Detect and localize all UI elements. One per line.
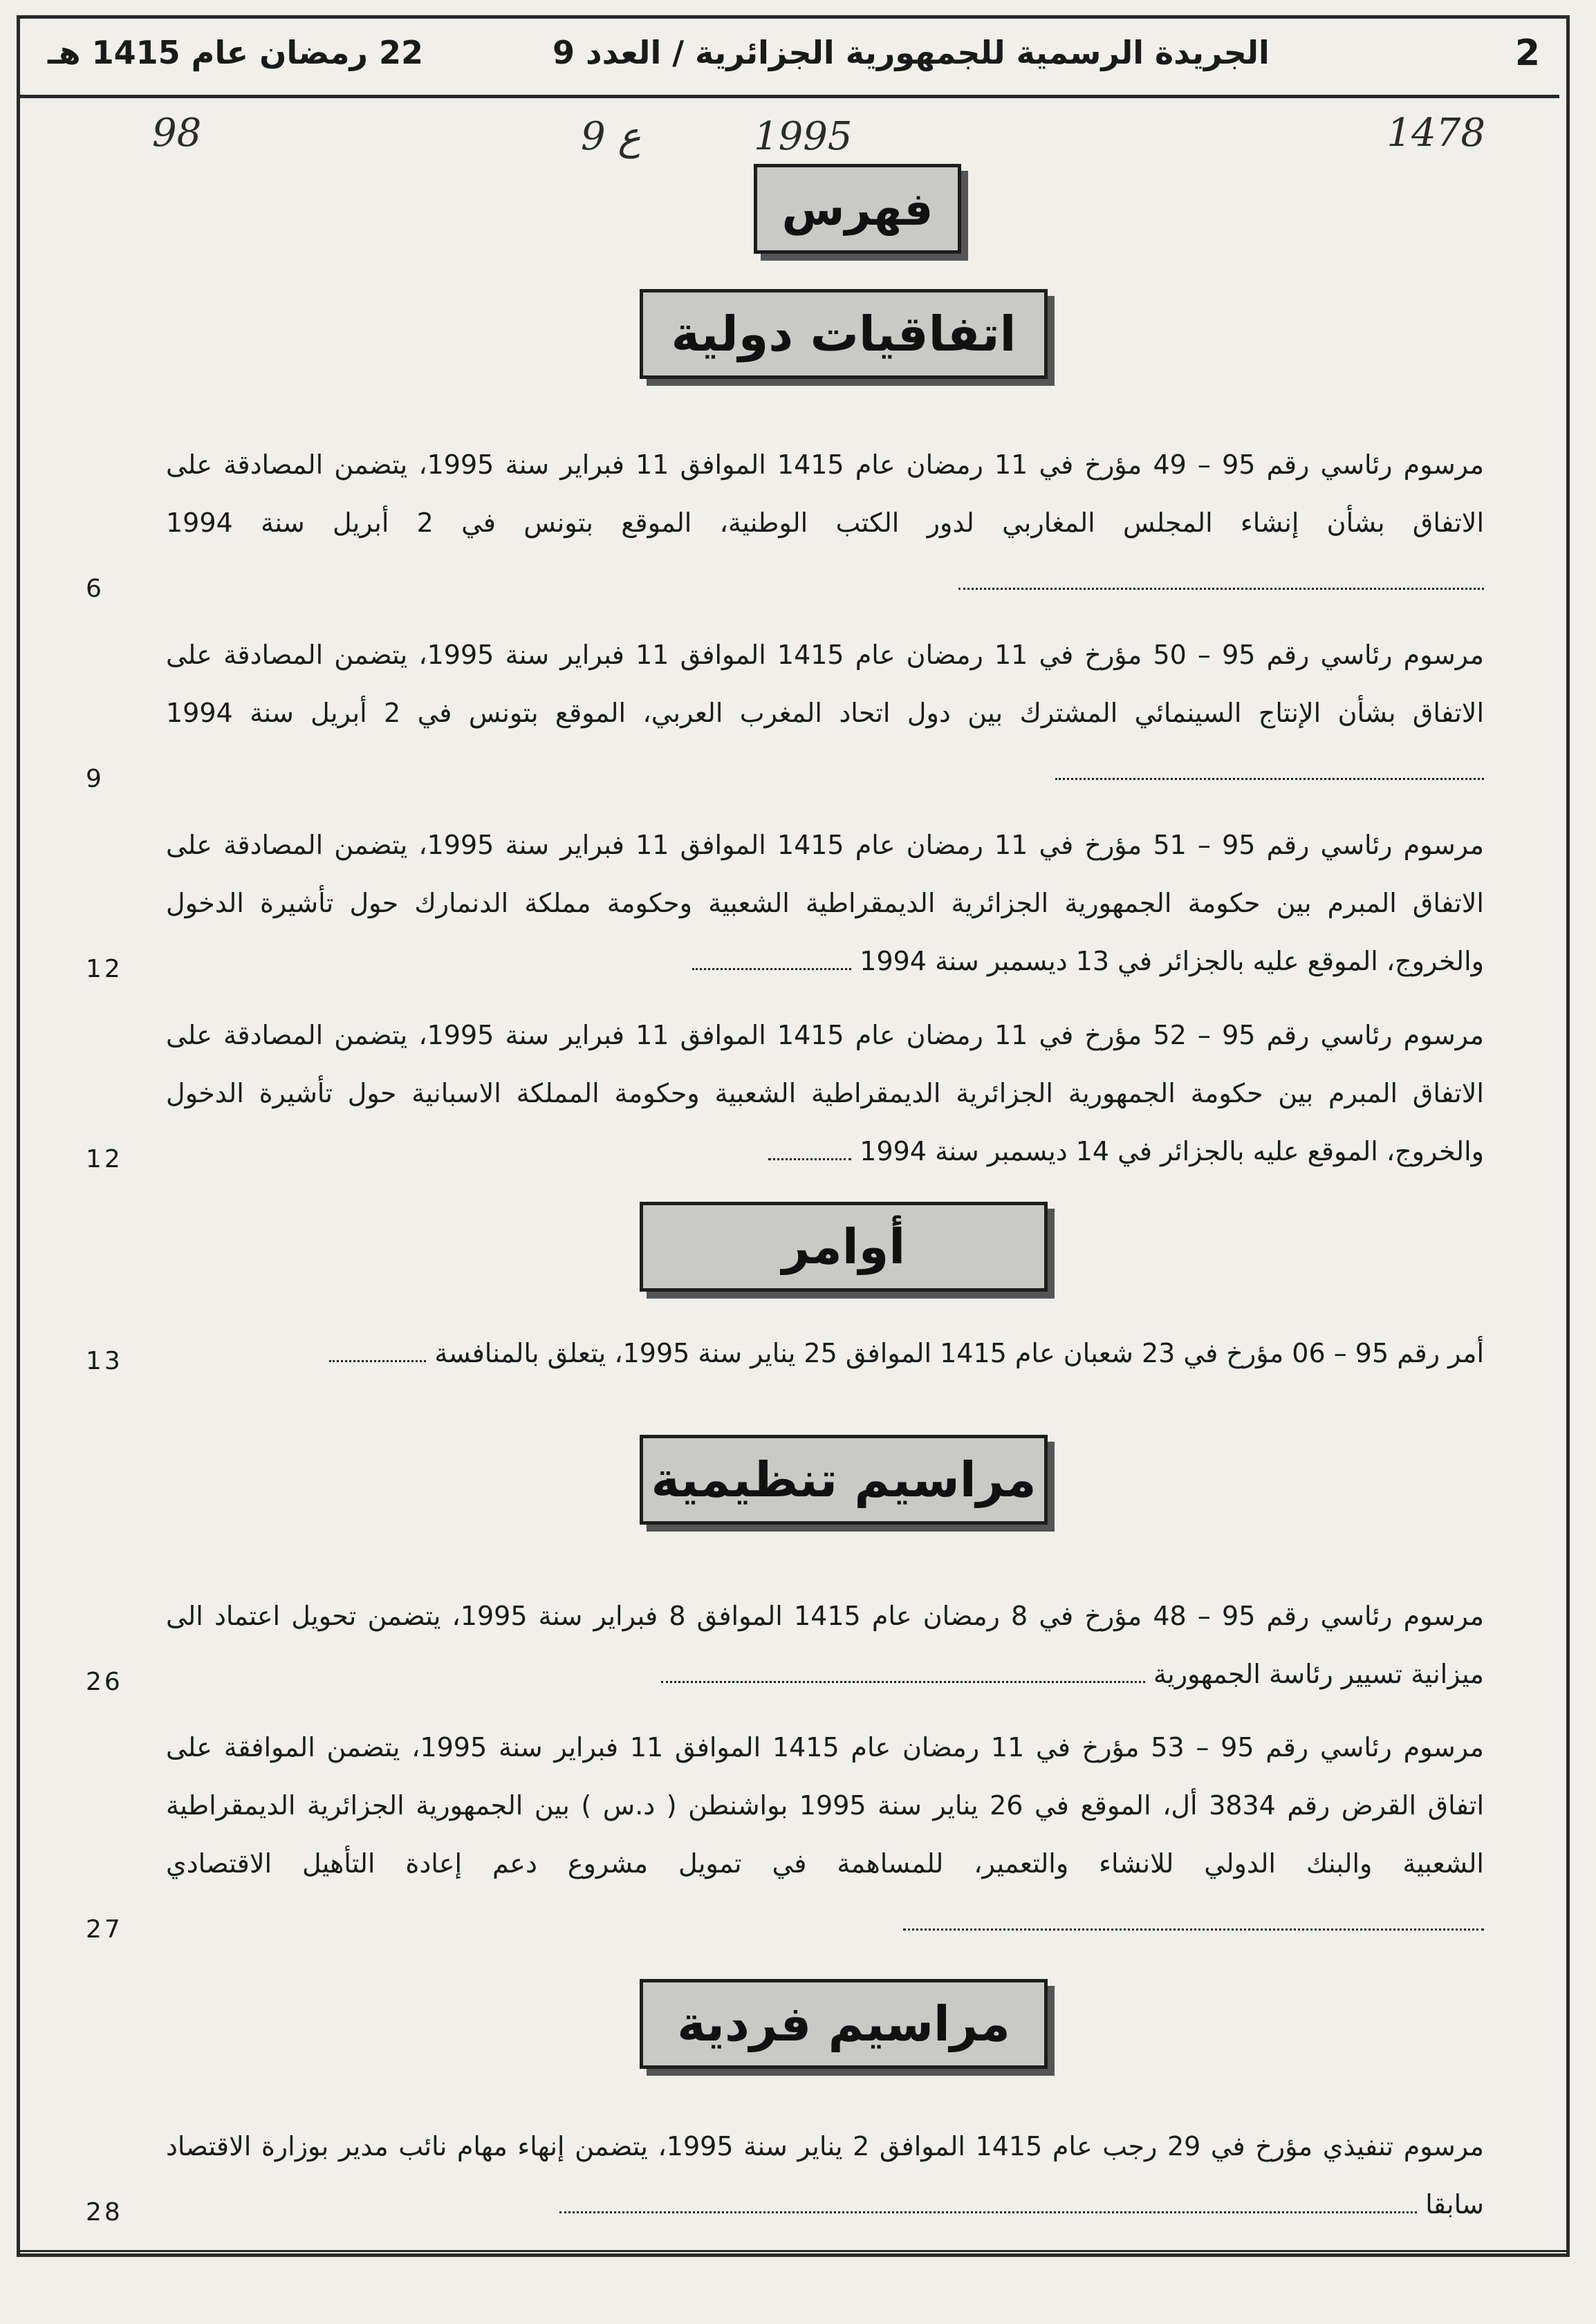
- toc-entry[interactable]: [62, 626, 1484, 800]
- page-ref: 13: [86, 1347, 123, 1375]
- toc-entry[interactable]: [62, 1006, 1484, 1180]
- toc-entry[interactable]: [62, 816, 1484, 990]
- section-international-agreements: اتفاقيات دولية: [640, 289, 1048, 379]
- leader-dots: [1055, 778, 1484, 780]
- page-ref: 12: [86, 955, 123, 983]
- index-heading: فهرس: [754, 164, 961, 254]
- toc-entry[interactable]: [62, 1587, 1484, 1703]
- section-orders: أوامر: [640, 1202, 1048, 1292]
- entry-text: مرسوم رئاسي رقم 95 – 48 مؤرخ في 8 رمضان عام 1415 الموافق 8 فبراير سنة 1995، يتضمن تحويل اعتماد الى ميزانية تسيير رئاسة الجمهورية: [166, 1601, 1484, 1689]
- entry-text: مرسوم رئاسي رقم 95 – 49 مؤرخ في 11 رمضان عام 1415 الموافق 11 فبراير سنة 1995، يتضمن المصادقة على الاتفاق بشأن إنشاء المجلس المغاربي لدور الكتب الوطنية، الموقع بتونس في 2 أبريل سنة 1994: [166, 449, 1485, 538]
- handwritten-issue: 9 ع: [581, 114, 641, 159]
- leader-dots: [768, 1158, 851, 1160]
- page-ref: 26: [86, 1668, 123, 1696]
- toc-entry[interactable]: [62, 436, 1484, 610]
- running-header: [20, 19, 1559, 98]
- journal-title: الجريدة الرسمية للجمهورية الجزائرية / العدد 9: [553, 34, 1270, 71]
- page-ref: 28: [86, 2198, 123, 2227]
- entry-text: مرسوم رئاسي رقم 95 – 53 مؤرخ في 11 رمضان عام 1415 الموافق 11 فبراير سنة 1995، يتضمن الموافقة على اتفاق القرض رقم 3834 أل، الموقع في 26 يناير سنة 1995 بواشنطن ( د.س ) بين الجمهورية الجزائرية الديمقراطية الشعبية والبنك الدولي للانشاء والتعمير، للمساهمة في تمويل مشروع دعم إعادة التأهيل الاقتصادي: [166, 1732, 1485, 1879]
- section-individual-decrees: مراسيم فردية: [640, 1979, 1048, 2069]
- leader-dots: [559, 2211, 1417, 2213]
- toc-entry[interactable]: [62, 2117, 1484, 2233]
- entry-text: أمر رقم 95 – 06 مؤرخ في 23 شعبان عام 1415 الموافق 25 يناير سنة 1995، يتعلق بالمنافسة: [434, 1338, 1484, 1368]
- page-ref: 9: [86, 765, 104, 793]
- toc-entry[interactable]: [62, 1718, 1484, 1951]
- section-regulatory-decrees: مراسيم تنظيمية: [640, 1435, 1048, 1525]
- leader-dots: [958, 588, 1484, 590]
- entry-text: مرسوم تنفيذي مؤرخ في 29 رجب عام 1415 الموافق 2 يناير سنة 1995، يتضمن إنهاء مهام نائب مدير بوزارة الاقتصاد سابقا: [166, 2131, 1485, 2220]
- leader-dots: [329, 1360, 426, 1362]
- leader-dots: [692, 968, 851, 970]
- handwritten-year: 1995: [754, 114, 853, 159]
- issue-date: 22 رمضان عام 1415 هـ: [48, 34, 423, 71]
- entry-text: مرسوم رئاسي رقم 95 – 50 مؤرخ في 11 رمضان عام 1415 الموافق 11 فبراير سنة 1995، يتضمن المصادقة على الاتفاق بشأن الإنتاج السينمائي المشترك بين دول اتحاد المغرب العربي، الموقع بتونس في 2 أبريل سنة 1994: [166, 640, 1485, 728]
- page-ref: 27: [86, 1915, 123, 1944]
- handwritten-number-right: 1478: [1386, 111, 1485, 156]
- page-ref: 12: [86, 1145, 123, 1173]
- entry-text: مرسوم رئاسي رقم 95 – 51 مؤرخ في 11 رمضان عام 1415 الموافق 11 فبراير سنة 1995، يتضمن المصادقة على الاتفاق المبرم بين حكومة الجمهورية الجزائرية الديمقراطية الشعبية وحكومة مملكة الدنمارك حول تأشيرة الدخول والخروج، الموقع عليه بالجزائر في 13 ديسمبر سنة 1994: [166, 830, 1484, 976]
- leader-dots: [661, 1681, 1145, 1683]
- toc-entry[interactable]: [62, 1324, 1484, 1382]
- page-ref: 6: [86, 575, 104, 603]
- bottom-rule: [17, 2250, 1570, 2252]
- entry-text: مرسوم رئاسي رقم 95 – 52 مؤرخ في 11 رمضان عام 1415 الموافق 11 فبراير سنة 1995، يتضمن المصادقة على الاتفاق المبرم بين حكومة الجمهورية الجزائرية الديمقراطية الشعبية وحكومة المملكة الاسبانية حول تأشيرة الدخول والخروج، الموقع عليه بالجزائر في 14 ديسمبر سنة 1994: [166, 1020, 1484, 1166]
- page-number: 2: [1514, 32, 1540, 74]
- handwritten-number-left: 98: [152, 111, 202, 156]
- leader-dots: [903, 1928, 1484, 1931]
